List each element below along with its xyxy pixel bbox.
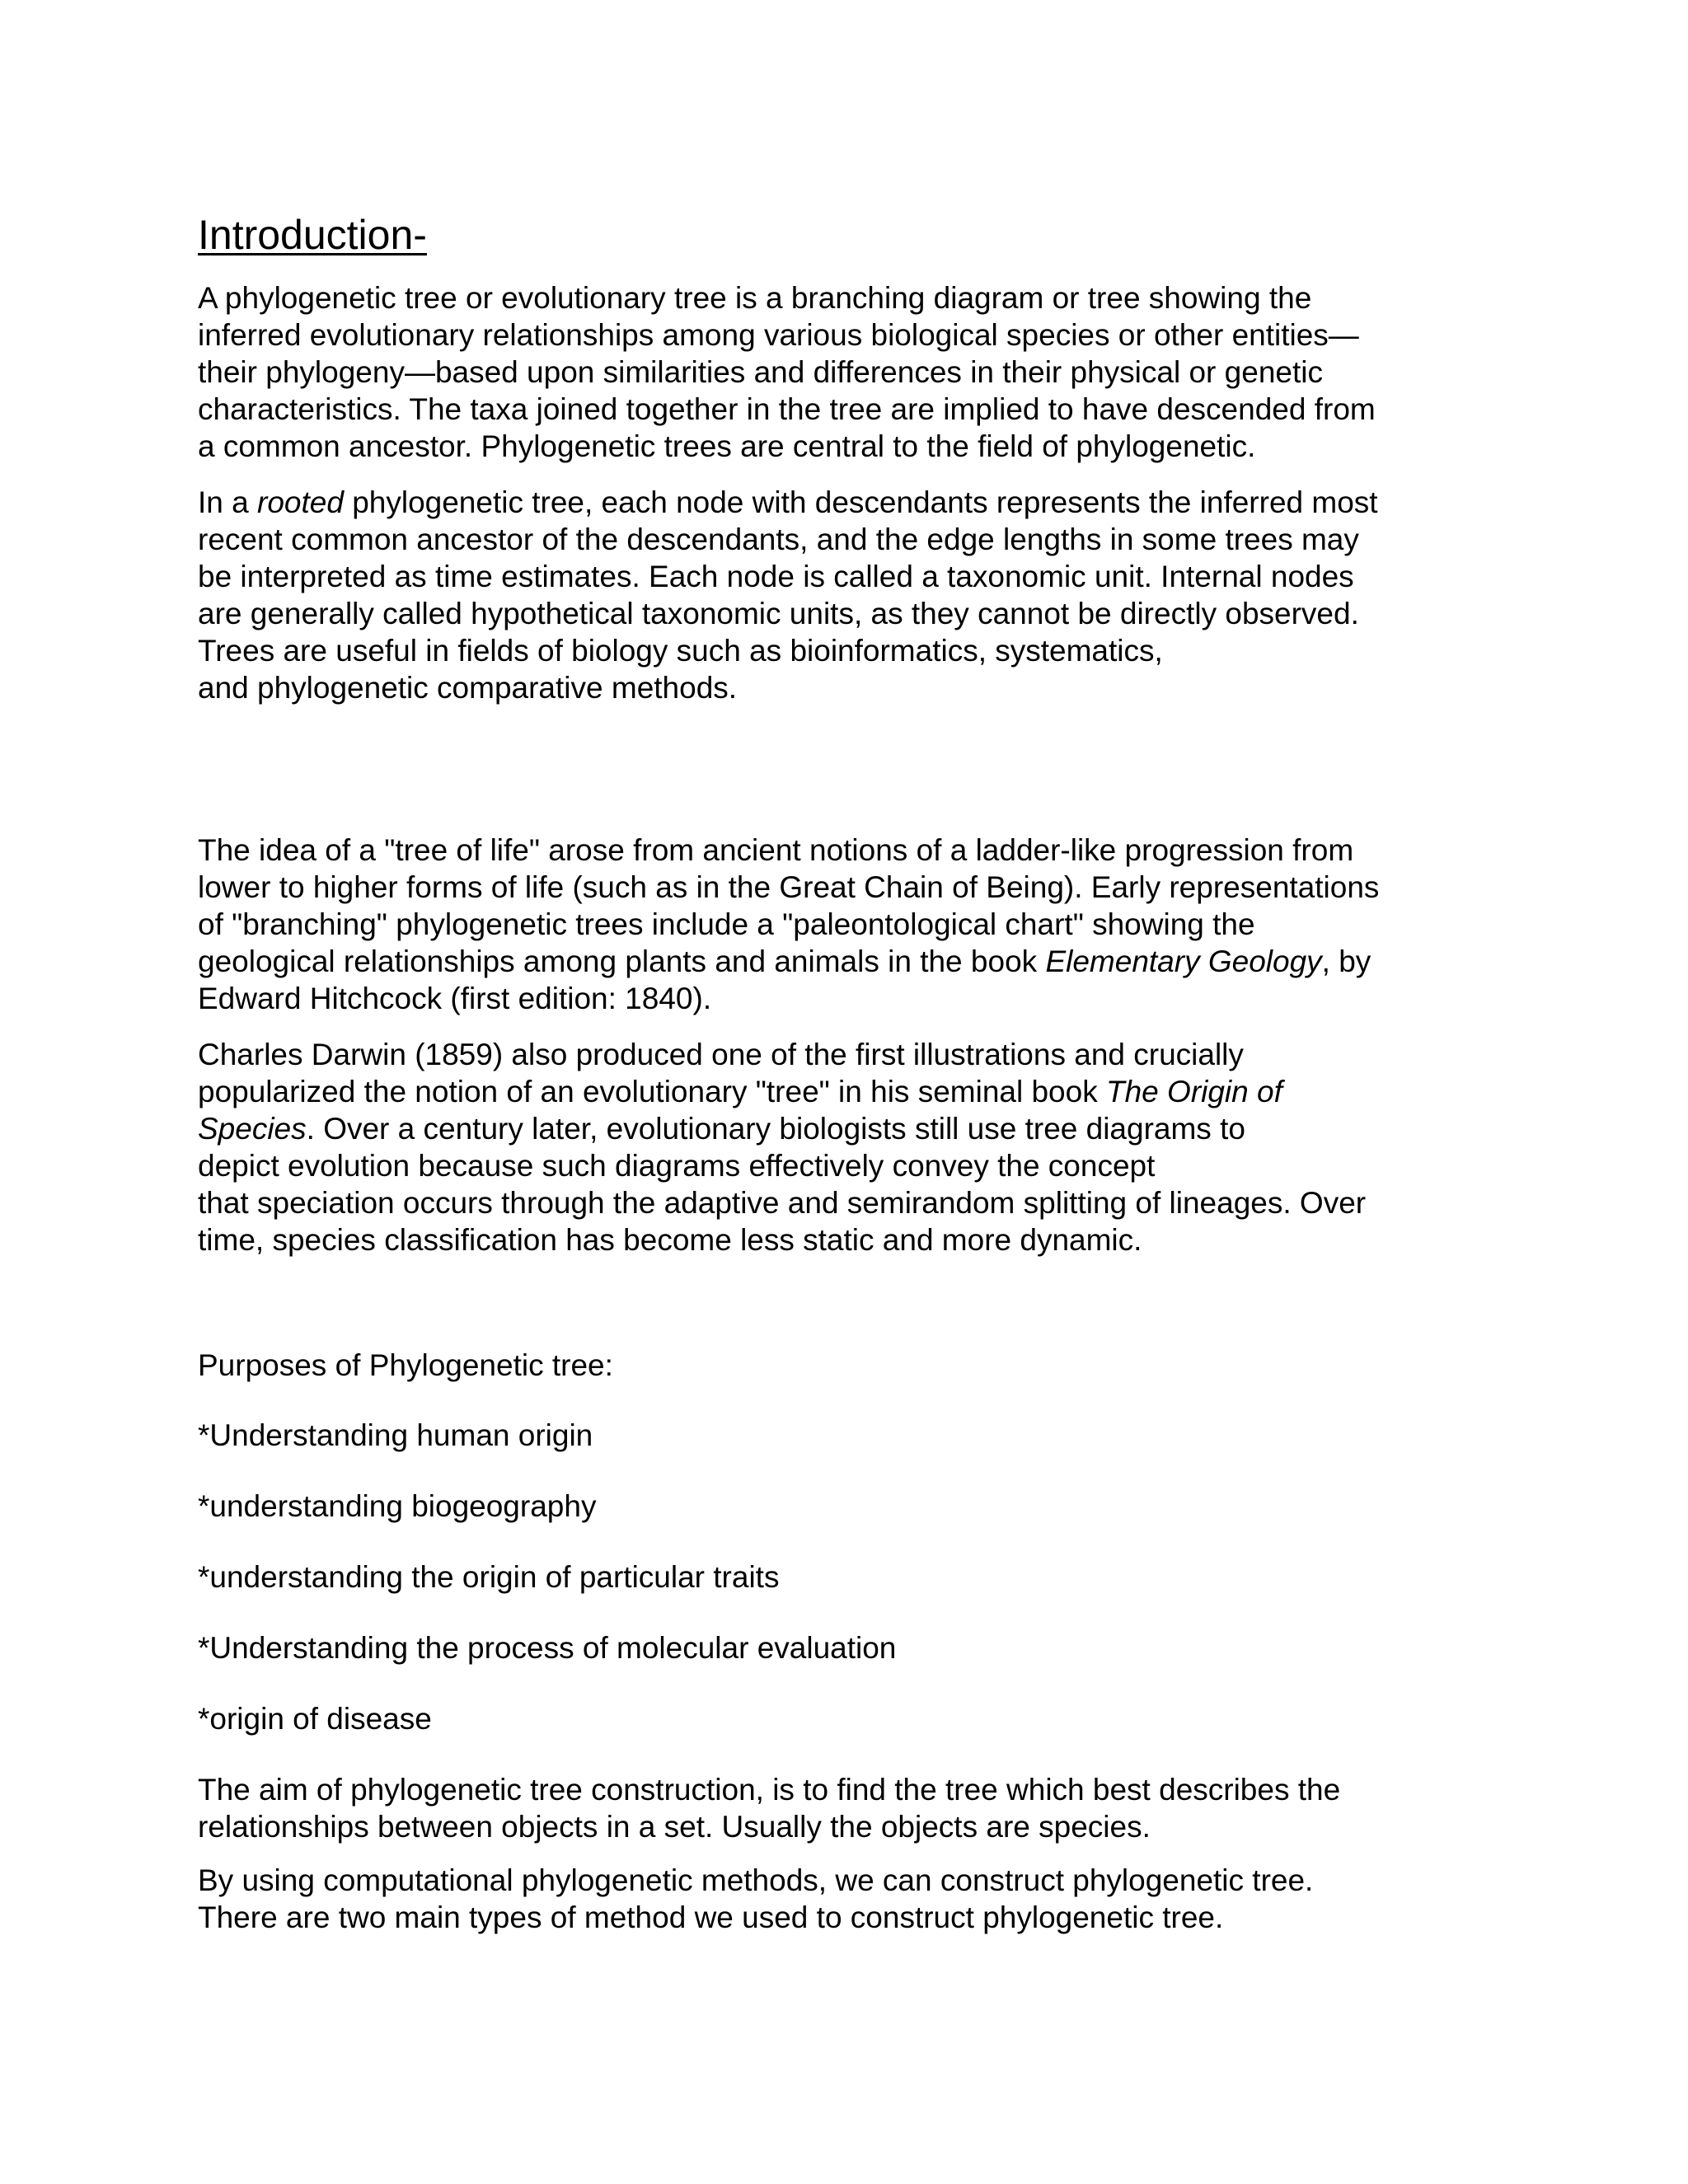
text-line: Trees are useful in fields of biology such as bioinformatics, systematics, [198, 634, 1163, 668]
text-line [198, 485, 1378, 521]
list-item: *Understanding human origin [198, 1418, 593, 1452]
text-line: their phylogeny—based upon similarities and differences in their physical or genetic [198, 355, 1323, 389]
text-line: of "branching" phylogenetic trees include a "paleontological chart" showing the [198, 907, 1255, 941]
text-line: be interpreted as time estimates. Each node is called a taxonomic unit. Internal nodes [198, 560, 1354, 593]
text-line: The aim of phylogenetic tree construction, is to find the tree which best describes the [198, 1773, 1341, 1807]
section-title: Purposes of Phylogenetic tree: [198, 1348, 613, 1382]
italic-term: rooted [257, 485, 344, 519]
text-line [198, 1111, 1245, 1147]
text-line: relationships between objects in a set. Usually the objects are species. [198, 1810, 1151, 1844]
book-title: Species [198, 1112, 307, 1146]
list-item: *origin of disease [198, 1702, 432, 1736]
text-line [198, 1074, 1282, 1110]
text-line: time, species classification has become less static and more dynamic. [198, 1223, 1142, 1257]
text-line: By using computational phylogenetic methods, we can construct phylogenetic tree. [198, 1863, 1314, 1897]
text-line: that speciation occurs through the adaptive and semirandom splitting of lineages. Over [198, 1186, 1367, 1220]
text-line: The idea of a "tree of life" arose from ancient notions of a ladder-like progression from [198, 833, 1354, 867]
book-title: The Origin of [1106, 1075, 1282, 1108]
text-line: and phylogenetic comparative methods. [198, 671, 738, 705]
text-run: , by [1321, 944, 1372, 978]
text-line: inferred evolutionary relationships among various biological species or other entities— [198, 318, 1359, 352]
list-item: *understanding the origin of particular traits [198, 1560, 780, 1594]
text-line: are generally called hypothetical taxonomic units, as they cannot be directly observed. [198, 597, 1359, 630]
text-run: . Over a century later, evolutionary biologists still use tree diagrams to [306, 1112, 1245, 1146]
text-line: There are two main types of method we used to construct phylogenetic tree. [198, 1900, 1224, 1934]
text-run: popularized the notion of an evolutionary "tree" in his seminal book [198, 1075, 1106, 1108]
text-line: lower to higher forms of life (such as in the Great Chain of Being). Early representations [198, 870, 1380, 904]
text-line: Edward Hitchcock (first edition: 1840). [198, 982, 712, 1015]
text-line: depict evolution because such diagrams effectively convey the concept [198, 1149, 1156, 1183]
list-item: *Understanding the process of molecular evaluation [198, 1631, 897, 1665]
text-line: characteristics. The taxa joined together in the tree are implied to have descended from [198, 392, 1376, 426]
text-run: geological relationships among plants and animals in the book [198, 944, 1046, 978]
list-item: *understanding biogeography [198, 1489, 597, 1523]
text-run: In a [198, 485, 257, 519]
page-title: Introduction- [198, 212, 427, 258]
text-run: phylogenetic tree, each node with descendants represents the inferred most [343, 485, 1378, 519]
text-line: a common ancestor. Phylogenetic trees are central to the field of phylogenetic. [198, 429, 1256, 463]
book-title: Elementary Geology [1045, 944, 1322, 978]
text-line: recent common ancestor of the descendants, and the edge lengths in some trees may [198, 523, 1359, 556]
text-line: Charles Darwin (1859) also produced one of the first illustrations and crucially [198, 1038, 1244, 1071]
text-line [198, 944, 1371, 980]
text-line: A phylogenetic tree or evolutionary tree is a branching diagram or tree showing the [198, 281, 1312, 315]
